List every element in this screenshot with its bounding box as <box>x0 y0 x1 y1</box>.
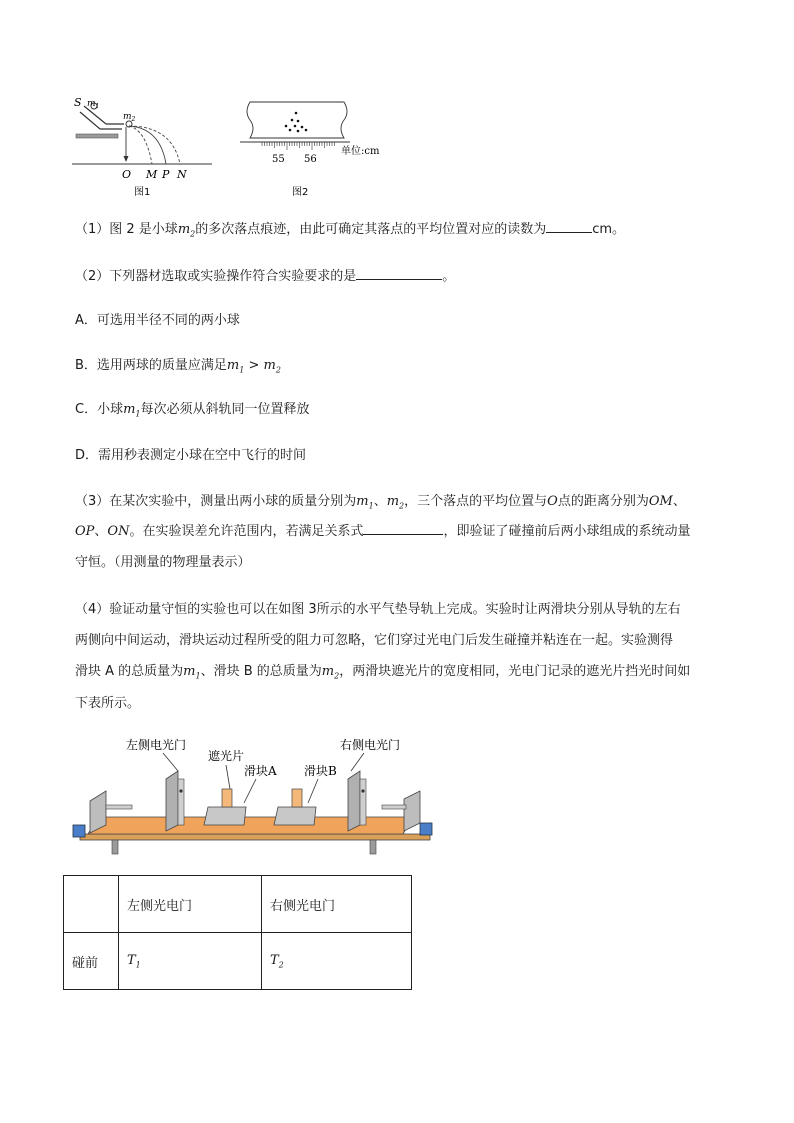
question-4-line-4: 下表所示。 <box>75 696 141 711</box>
question-3-line-3: 守恒。（用测量的物理量表示） <box>75 555 251 570</box>
point-m: M <box>146 168 158 181</box>
option-c: C．小球$m_1$每次必须从斜轨同一位置释放 <box>75 402 310 419</box>
table-header-row <box>64 876 412 933</box>
question-4-line-2: 两侧向中间运动，滑块运动过程所受的阻力可忽略，它们穿过光电门后发生碰撞并粘连在一起。实验测得 <box>75 633 674 648</box>
table-cell-t1: $T_1$ <box>119 933 262 990</box>
figure-1 <box>72 94 217 204</box>
table-row <box>64 933 412 990</box>
table-header-cell: 左侧光电门 <box>119 876 262 933</box>
unit-label: 单位:cm <box>341 146 380 157</box>
question-4-line-3: 滑块 A 的总质量为$m_1$、滑块 B 的总质量为$m_2$，两滑块遮光片的宽度相同，光电门记录的遮光片挡光时间如 <box>75 664 691 681</box>
fig2-caption: 图2 <box>292 187 309 198</box>
label-m1: $m_1$ <box>87 99 100 110</box>
question-4-line-1: （4）验证动量守恒的实验也可以在如图 3所示的水平气垫导轨上完成。实验时让两滑块分别从导轨的左右 <box>75 602 681 617</box>
option-a: A．可选用半径不同的两小球 <box>75 313 240 328</box>
answer-blank-1[interactable] <box>546 218 592 233</box>
label-s: S <box>74 96 82 109</box>
point-n: N <box>177 168 187 181</box>
question-3-line-2: OP、ON。在实验误差允许范围内，若满足关系式 ，即验证了碰撞前后两小球组成的系统动量 <box>75 518 735 546</box>
ruler-ticks <box>262 142 335 150</box>
slider-b <box>274 807 316 825</box>
shade-a <box>222 789 232 807</box>
var-m2: $m_2$ <box>177 222 196 239</box>
point-p: P <box>162 168 170 181</box>
slider-a-label: 滑块A <box>244 764 277 778</box>
slider-b-label: 滑块B <box>304 764 337 778</box>
answer-blank-2[interactable] <box>356 265 442 280</box>
question-3-line-1: （3）在某次实验中，测量出两小球的质量分别为$m_1$、$m_2$，三个落点的平均位置与O点的距离分别为OM、 <box>75 494 686 511</box>
question-2: （2）下列器材选取或实验操作符合实验要求的是 。 <box>75 263 735 291</box>
right-gate-label: 右侧电光门 <box>340 738 401 752</box>
left-gate-label: 左侧电光门 <box>126 738 187 752</box>
label-m2: $m_2$ <box>123 112 136 123</box>
point-o: O <box>122 168 132 181</box>
row-label: 碰前 <box>64 933 119 990</box>
shade-label: 遮光片 <box>208 749 245 763</box>
table-header-cell: 右侧光电门 <box>262 876 412 933</box>
fig1-caption: 图1 <box>134 187 151 198</box>
table-header-cell <box>64 876 119 933</box>
slider-a <box>204 807 246 825</box>
figure-2 <box>240 100 390 200</box>
option-b: B．选用两球的质量应满足$m_1 > m_2$ <box>75 358 281 375</box>
right-photogate <box>348 771 360 831</box>
question-1: （1）图 2 是小球$m_2$的多次落点痕迹，由此可确定其落点的平均位置对应的读数为 cm。 <box>75 216 735 249</box>
left-photogate <box>166 771 178 831</box>
figure-3-air-track <box>68 733 440 863</box>
tick-55: 55 <box>272 154 285 165</box>
option-d: D．需用秒表测定小球在空中飞行的时间 <box>75 448 307 463</box>
answer-blank-3[interactable] <box>363 520 443 535</box>
shade-b <box>292 789 302 807</box>
tick-56: 56 <box>304 154 317 165</box>
timing-table <box>63 875 412 990</box>
table-cell-t2: $T_2$ <box>262 933 412 990</box>
